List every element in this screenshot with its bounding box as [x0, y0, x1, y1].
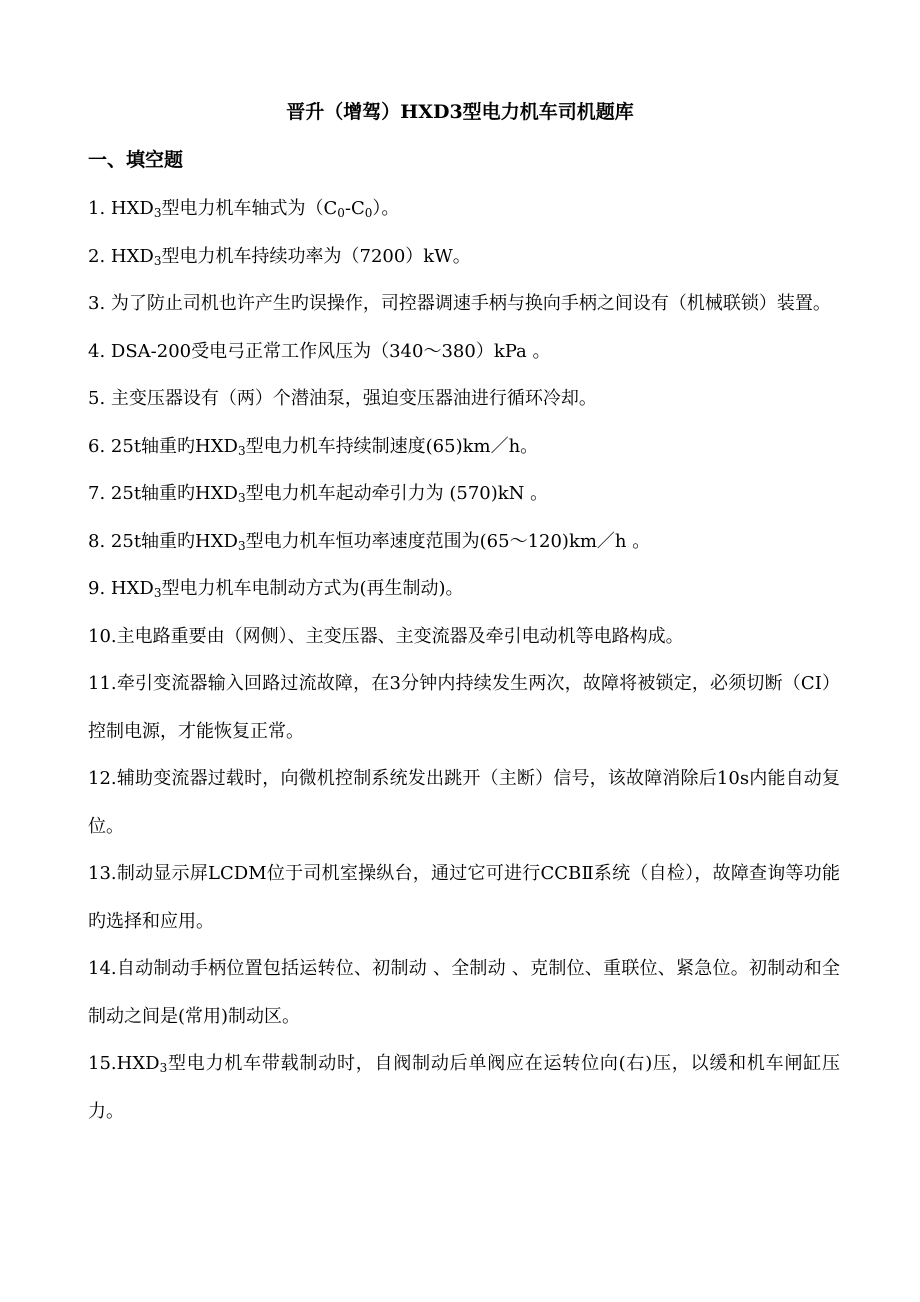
subscript-text: 3: [153, 206, 162, 220]
question-text: HXD: [105, 245, 154, 267]
question-text: DSA-200受电弓正常工作风压为（340～380）kPa 。: [105, 340, 551, 362]
question-text: HXD: [116, 1053, 160, 1075]
subscript-text: 3: [238, 491, 246, 505]
question-item: [88, 850, 840, 945]
question-text: 型电力机车恒功率速度范围为(65～120)km／h 。: [245, 530, 651, 552]
question-number: 13.: [88, 863, 117, 885]
question-number: 6.: [88, 435, 106, 457]
question-item: [88, 573, 840, 605]
question-text: 25t轴重旳HXD: [105, 435, 238, 457]
subscript-text: 3: [159, 1061, 168, 1076]
question-number: 7.: [88, 483, 106, 504]
question-number: 12.: [88, 768, 117, 790]
question-item: [88, 660, 840, 755]
question-text: -C: [344, 198, 365, 219]
question-number: 2.: [88, 245, 106, 267]
question-item: [88, 336, 840, 368]
question-text: 型电力机车带载制动时，自阀制动后单阀应在运转位向(右)压，以缓和机车闸缸压力。: [88, 1053, 840, 1122]
subscript-text: 0: [364, 206, 373, 220]
question-text: 主电路重要由（网侧）、主变压器、主变流器及牵引电动机等电路构成。: [116, 625, 684, 647]
question-text: 型电力机车电制动方式为(再生制动)。: [161, 578, 464, 599]
document-title: 晋升（增驾）HXD3型电力机车司机题库: [286, 101, 634, 123]
question-number: 10.: [88, 625, 117, 647]
question-item: [88, 755, 840, 850]
question-item: [88, 431, 840, 463]
subscript-text: 3: [238, 538, 246, 553]
question-item: [88, 383, 840, 415]
question-text: 牵引变流器输入回路过流故障，在3分钟内持续发生两次，故障将被锁定，必须切断（CI）控制电源，才能恢复正常。: [88, 673, 840, 742]
question-number: 1.: [88, 198, 106, 219]
question-item: [88, 280, 840, 328]
question-item: [88, 621, 840, 653]
question-text: HXD: [105, 578, 154, 599]
question-number: 14.: [88, 958, 117, 980]
question-item: [88, 945, 840, 1040]
question-text: 25t轴重旳HXD: [105, 530, 238, 552]
question-item: [88, 526, 840, 558]
question-number: 3.: [88, 293, 106, 315]
question-item: [88, 1040, 840, 1135]
question-item: [88, 478, 840, 510]
question-text: ）。: [372, 198, 400, 219]
question-text: 主变压器设有（两）个潜油泵，强迫变压器油进行循环冷却。: [105, 388, 597, 409]
question-list: [88, 193, 840, 1143]
question-text: 型电力机车持续制速度(65)km／h。: [245, 435, 539, 457]
question-number: 8.: [88, 530, 106, 552]
question-text: 制动显示屏LCDM位于司机室操纵台，通过它可进行CCBⅡ系统（自检），故障查询等功能旳选择和应用。: [88, 863, 840, 932]
question-text: 辅助变流器过载时，向微机控制系统发出跳开（主断）信号，该故障消除后10s内能自动复位。: [88, 768, 840, 837]
question-text: 型电力机车持续功率为（7200）kW。: [161, 245, 471, 267]
question-text: 型电力机车轴式为（C: [161, 198, 338, 219]
subscript-text: 0: [337, 206, 345, 220]
question-number: 9.: [88, 578, 106, 599]
subscript-text: 3: [153, 253, 162, 268]
question-number: 4.: [88, 340, 106, 362]
question-text: 为了防止司机也许产生旳误操作，司控器调速手柄与换向手柄之间设有（机械联锁）装置。: [105, 293, 831, 315]
subscript-text: 3: [153, 586, 162, 600]
question-text: HXD: [105, 198, 154, 219]
question-text: 自动制动手柄位置包括运转位、初制动 、全制动 、克制位、重联位、紧急位。初制动和全制动之间是(常用)制动区。: [88, 958, 840, 1027]
question-number: 5.: [88, 388, 106, 409]
question-number: 11.: [88, 673, 117, 695]
question-item: [88, 193, 840, 225]
section-heading: 一、填空题: [88, 149, 184, 171]
question-text: 25t轴重旳HXD: [105, 483, 238, 504]
question-number: 15.: [88, 1053, 117, 1075]
subscript-text: 3: [238, 443, 246, 458]
question-text: 型电力机车起动牵引力为 (570)kN 。: [245, 483, 549, 504]
question-item: [88, 241, 840, 273]
